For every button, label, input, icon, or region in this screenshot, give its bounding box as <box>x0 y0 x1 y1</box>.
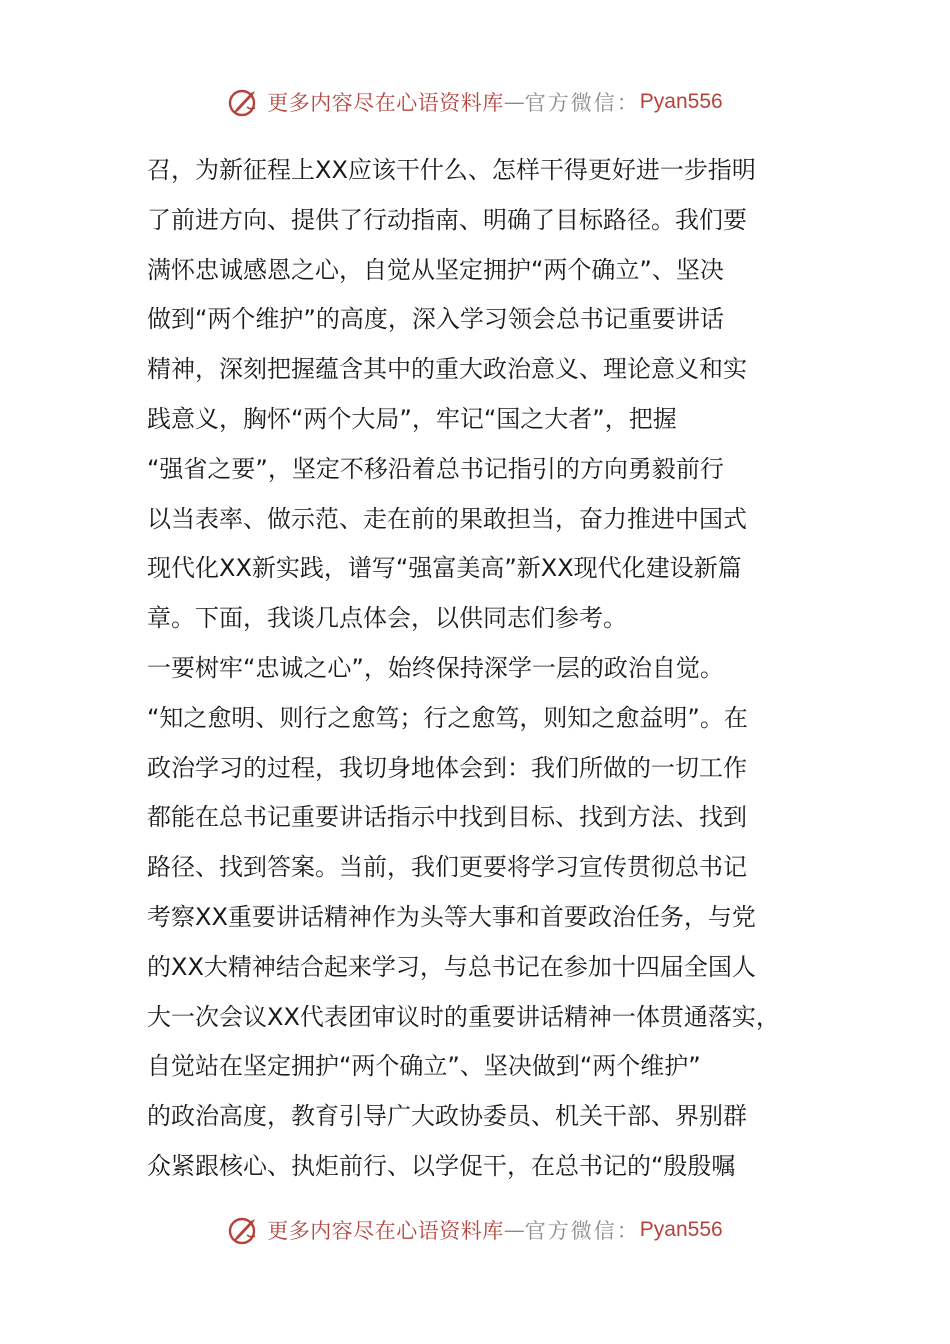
text-line: 了前进方向、提供了行动指南、明确了目标路径。我们要 <box>147 205 747 234</box>
text-line: 路径、找到答案。当前，我们更要将学习宣传贯彻总书记 <box>147 853 747 882</box>
text-line: 的XX大精神结合起来学习，与总书记在参加十四届全国人 <box>147 952 756 981</box>
text-line: 做到“两个维护”的高度，深入学习领会总书记重要讲话 <box>147 305 724 334</box>
footer-watermark <box>0 1210 950 1250</box>
watermark-main-text: 更多内容尽在心语资料库 <box>267 1219 504 1243</box>
quill-seal-icon <box>227 85 261 119</box>
watermark-main-text: 更多内容尽在心语资料库 <box>267 91 504 115</box>
watermark-text <box>267 87 722 117</box>
text-line: 章。下面，我谈几点体会，以供同志们参考。 <box>147 604 627 633</box>
watermark-separator: — <box>503 90 525 114</box>
text-line: 召，为新征程上XX应该干什么、怎样干得更好进一步指明 <box>147 156 756 184</box>
watermark-group <box>227 1213 722 1247</box>
text-line: 都能在总书记重要讲话指示中找到目标、找到方法、找到 <box>147 803 747 832</box>
text-line: “知之愈明、则行之愈笃；行之愈笃，则知之愈益明”。在 <box>147 703 748 732</box>
text-line: 现代化XX新实践，谱写“强富美高”新XX现代化建设新篇 <box>147 554 742 583</box>
section-heading-line: 一要树牢“忠诚之心”，始终保持深学一层的政治自觉。 <box>147 653 724 682</box>
text-line: 的政治高度，教育引导广大政协委员、机关干部、界别群 <box>147 1102 747 1131</box>
text-line: 考察XX重要讲话精神作为头等大事和首要政治任务，与党 <box>147 902 756 931</box>
text-line: 政治学习的过程，我切身地体会到：我们所做的一切工作 <box>147 753 747 782</box>
watermark-label: 官方微信： <box>524 1219 640 1243</box>
document-body <box>147 146 809 1192</box>
quill-seal-icon <box>227 1213 261 1247</box>
text-line: 众紧跟核心、执炬前行、以学促干，在总书记的“殷殷嘱 <box>147 1151 736 1180</box>
text-line: “强省之要”，坚定不移沿着总书记指引的方向勇毅前行 <box>147 454 724 483</box>
watermark-text <box>267 1215 722 1245</box>
text-line: 满怀忠诚感恩之心，自觉从坚定拥护“两个确立”、坚决 <box>147 255 724 284</box>
text-line: 精神，深刻把握蕴含其中的重大政治意义、理论意义和实 <box>147 355 747 384</box>
watermark-group <box>227 85 722 119</box>
watermark-label: 官方微信： <box>524 91 640 115</box>
watermark-wechat-id: Pyan556 <box>639 1218 723 1241</box>
text-line: 践意义，胸怀“两个大局”，牢记“国之大者”，把握 <box>147 404 677 433</box>
watermark-separator: — <box>503 1218 525 1242</box>
text-line: 大一次会议XX代表团审议时的重要讲话精神一体贯通落实， <box>147 1002 780 1031</box>
text-line: 自觉站在坚定拥护“两个确立”、坚决做到“两个维护” <box>147 1052 701 1081</box>
watermark-wechat-id: Pyan556 <box>639 90 723 113</box>
header-watermark <box>0 82 950 122</box>
text-line: 以当表率、做示范、走在前的果敢担当，奋力推进中国式 <box>147 504 747 533</box>
